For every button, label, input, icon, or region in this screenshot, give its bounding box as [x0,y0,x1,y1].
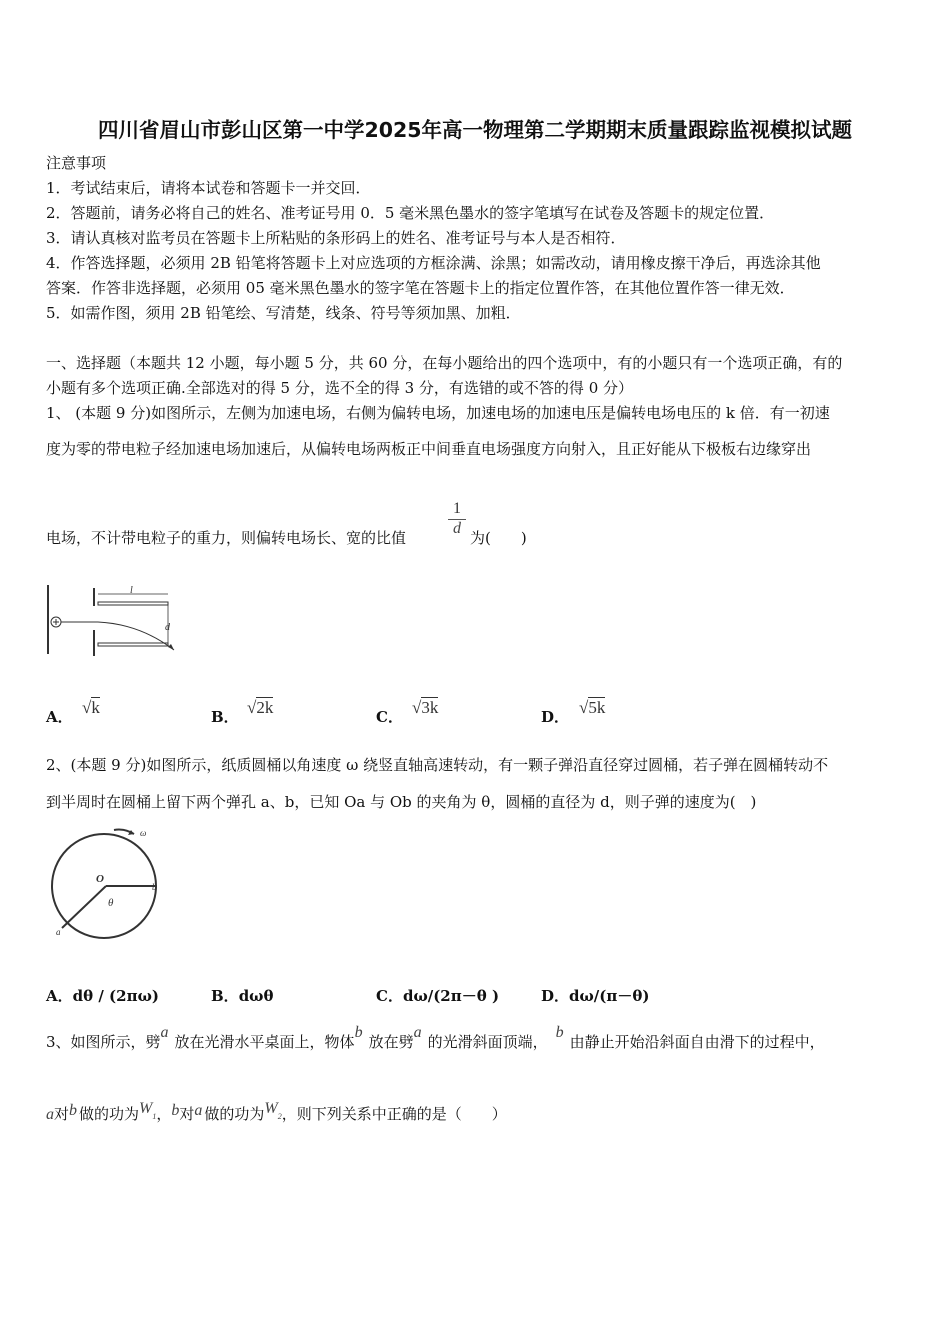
notice-item: 1．考试结束后，请将本试卷和答题卡一并交回． [46,179,371,197]
q2-option-a: A．dθ / (2πω) [46,987,159,1005]
page-title: 四川省眉山市彭山区第一中学2025年高一物理第二学期期末质量跟踪监视模拟试题 [97,118,853,142]
q2-option-d: D．dω/(π－θ) [541,987,650,1005]
section-intro: 小题有多个选项正确.全部选对的得 5 分，选不全的得 3 分，有选错的或不答的得 0 分） [46,379,634,397]
deflection-plate-bottom [98,643,168,646]
notice-heading: 注意事项 [46,154,107,172]
q1-option-c-label: C． [376,708,403,726]
q1-figure [40,580,190,660]
q3-text: 3、如图所示，劈a放在光滑水平桌面上，物体b放在劈a的光滑斜面顶端，b由静止开始沿斜面自由滑下的过程中， [46,1024,825,1051]
q2-text: 到半周时在圆桶上留下两个弹孔 a、b，已知 Oa 与 Ob 的夹角为 θ，圆桶的直径为 d，则子弹的速度为( ) [46,793,757,811]
q1-fraction [448,500,466,538]
notice-item: 答案．作答非选择题，必须用 05 毫米黑色墨水的签字笔在答题卡上的指定位置作答，在其他位置作答一律无效． [46,279,795,297]
q2-figure [44,822,164,942]
q1-text: 1、 (本题 9 分)如图所示，左侧为加速电场，右侧为偏转电场，加速电场的加速电压是偏转电场电压的 k 倍．有一初速 [46,404,830,422]
notice-item: 2．答题前，请务必将自己的姓名、准考证号用 0．5 毫米黑色墨水的签字笔填写在试卷及答题卡的规定位置． [46,204,775,222]
q1-option-a-label: A． [46,708,73,726]
q1-option-c: √3k [412,698,439,717]
q1-option-a: √k [82,698,100,717]
q1-option-d: √5k [579,698,606,717]
label-d: d [165,622,170,633]
q1-text: 电场，不计带电粒子的重力，则偏转电场长、宽的比值 [46,529,407,547]
notice-item: 4．作答选择题，必须用 2B 铅笔将答题卡上对应选项的方框涂满、涂黑；如需改动，请用橡皮擦干净后，再选涂其他 [46,254,821,272]
q2-text: 2、(本题 9 分)如图所示，纸质圆桶以角速度 ω 绕竖直轴高速转动，有一颗子弹沿直径穿过圆桶，若子弹在圆桶转动不 [46,756,829,774]
q3-text: a对b 做的功为$W_1$，b对a 做的功为$W_2$，则下列关系中正确的是（ ） [46,1100,507,1123]
label-theta: θ [108,897,114,909]
label-o: O [96,873,104,885]
q1-text: 为( ) [470,529,527,547]
q1-option-b-label: B． [211,708,239,726]
fraction-denominator: d [448,519,466,538]
q1-text: 度为零的带电粒子经加速电场加速后，从偏转电场两板正中间垂直电场强度方向射入，且正好能从下极板右边缘穿出 [46,440,812,458]
label-b: b [152,882,157,892]
label-omega: ω [140,828,147,838]
notice-item: 5．如需作图，须用 2B 铅笔绘、写清楚，线条、符号等须加黑、加粗． [46,304,521,322]
label-l: l [130,585,133,596]
notice-item: 3．请认真核对监考员在答题卡上所粘贴的条形码上的姓名、准考证号与本人是否相符． [46,229,626,247]
label-a: a [56,927,61,937]
deflection-plate-top [98,602,168,605]
fraction-numerator: 1 [453,500,461,517]
q2-option-b: B．dωθ [211,987,274,1005]
q2-option-c: C．dω/(2π－θ ) [376,987,500,1005]
radius-oa [62,886,106,928]
section-intro: 一、选择题（本题共 12 小题，每小题 5 分，共 60 分，在每小题给出的四个选项中，有的小题只有一个选项正确，有的 [46,354,843,372]
q1-option-d-label: D． [541,708,570,726]
q1-option-b: √2k [247,698,274,717]
